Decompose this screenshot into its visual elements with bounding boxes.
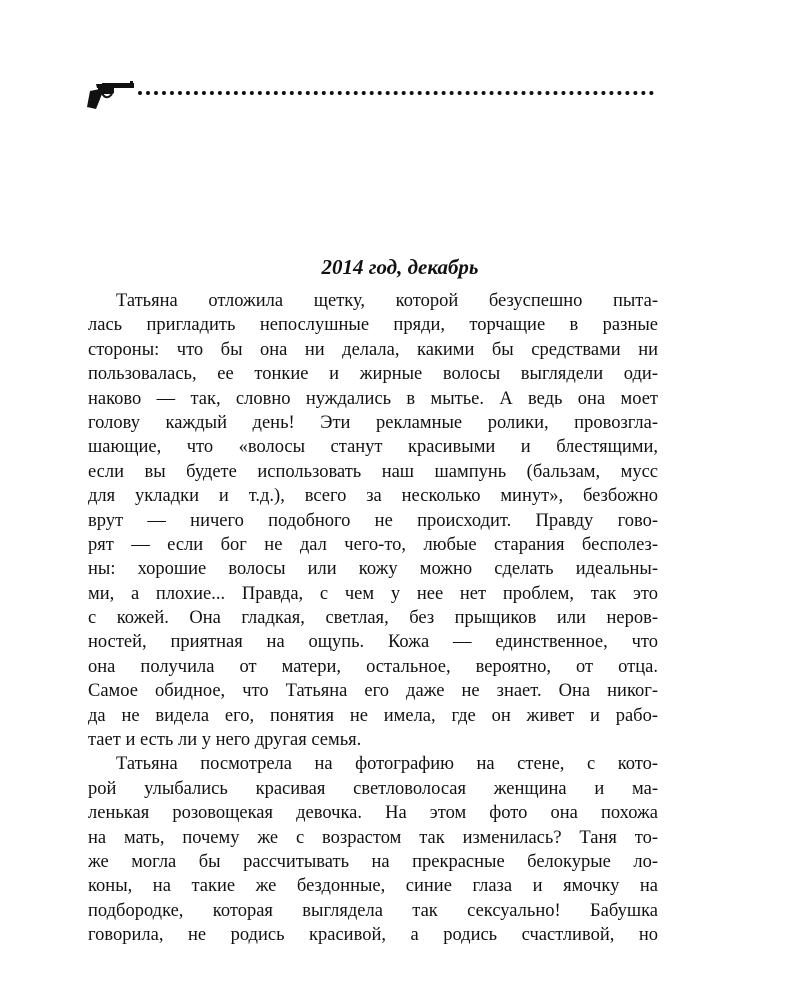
- text-line: пользовалась, ее тонкие и жирные волосы выглядели оди-: [88, 364, 658, 385]
- text-line: шающие, что «волосы станут красивыми и блестящими,: [88, 437, 658, 458]
- text-line: тает и есть ли у него другая семья.: [88, 730, 362, 751]
- text-line: говорила, не родись красивой, а родись счастливой, но: [88, 925, 658, 946]
- text-line: стороны: что бы она ни делала, какими бы средствами ни: [88, 339, 658, 360]
- text-line: рой улыбались красивая светловолосая женщина и ма-: [88, 778, 658, 799]
- text-line: с кожей. Она гладкая, светлая, без прыщиков или неров-: [88, 608, 658, 629]
- text-line: ленькая розовощекая девочка. На этом фото она похожа: [88, 803, 658, 824]
- text-line: Самое обидное, что Татьяна его даже не знает. Она никог-: [88, 681, 658, 702]
- text-line: ми, а плохие... Правда, с чем у нее нет проблем, так это: [88, 583, 658, 604]
- text-line: лась пригладить непослушные пряди, торчащие в разные: [88, 315, 658, 336]
- text-line: если вы будете использовать наш шампунь (бальзам, мусс: [88, 461, 658, 482]
- text-line: она получила от матери, остальное, вероятно, от отца.: [88, 656, 658, 677]
- text-line: Татьяна посмотрела на фотографию на стене, с кото-: [116, 754, 658, 775]
- text-line: наково — так, словно нуждались в мытье. А ведь она моет: [88, 388, 658, 409]
- text-line: Татьяна отложила щетку, которой безуспешно пыта-: [116, 291, 658, 311]
- text-line: ностей, приятная на ощупь. Кожа — единственное, что: [88, 632, 658, 653]
- chapter-heading: 2014 год, декабрь: [321, 255, 479, 279]
- revolver-icon: [86, 80, 134, 110]
- header-ornament: [86, 78, 656, 112]
- text-line: на мать, почему же с возрастом так изменилась? Таня то-: [88, 827, 658, 848]
- dotted-rule: [138, 91, 654, 95]
- text-line: подбородке, которая выглядела так сексуально! Бабушка: [88, 900, 658, 921]
- text-line: рят — если бог не дал чего-то, любые старания бесполез-: [88, 534, 658, 555]
- text-line: голову каждый день! Эти рекламные ролики, провозгла-: [88, 412, 658, 433]
- paragraph-2: [88, 752, 658, 947]
- text-body: [88, 289, 658, 948]
- text-line: для укладки и т.д.), всего за несколько минут», безбожно: [88, 486, 658, 507]
- text-line: да не видела его, понятия не имела, где он живет и рабо-: [88, 705, 658, 726]
- text-line: ны: хорошие волосы или кожу можно сделать идеальны-: [88, 559, 658, 580]
- paragraph-1: [88, 289, 658, 752]
- text-line: врут — ничего подобного не происходит. Правду гово-: [88, 510, 658, 531]
- text-line: же могла бы рассчитывать на прекрасные белокурые ло-: [88, 851, 658, 872]
- text-line: коны, на такие же бездонные, синие глаза и ямочку на: [88, 876, 658, 897]
